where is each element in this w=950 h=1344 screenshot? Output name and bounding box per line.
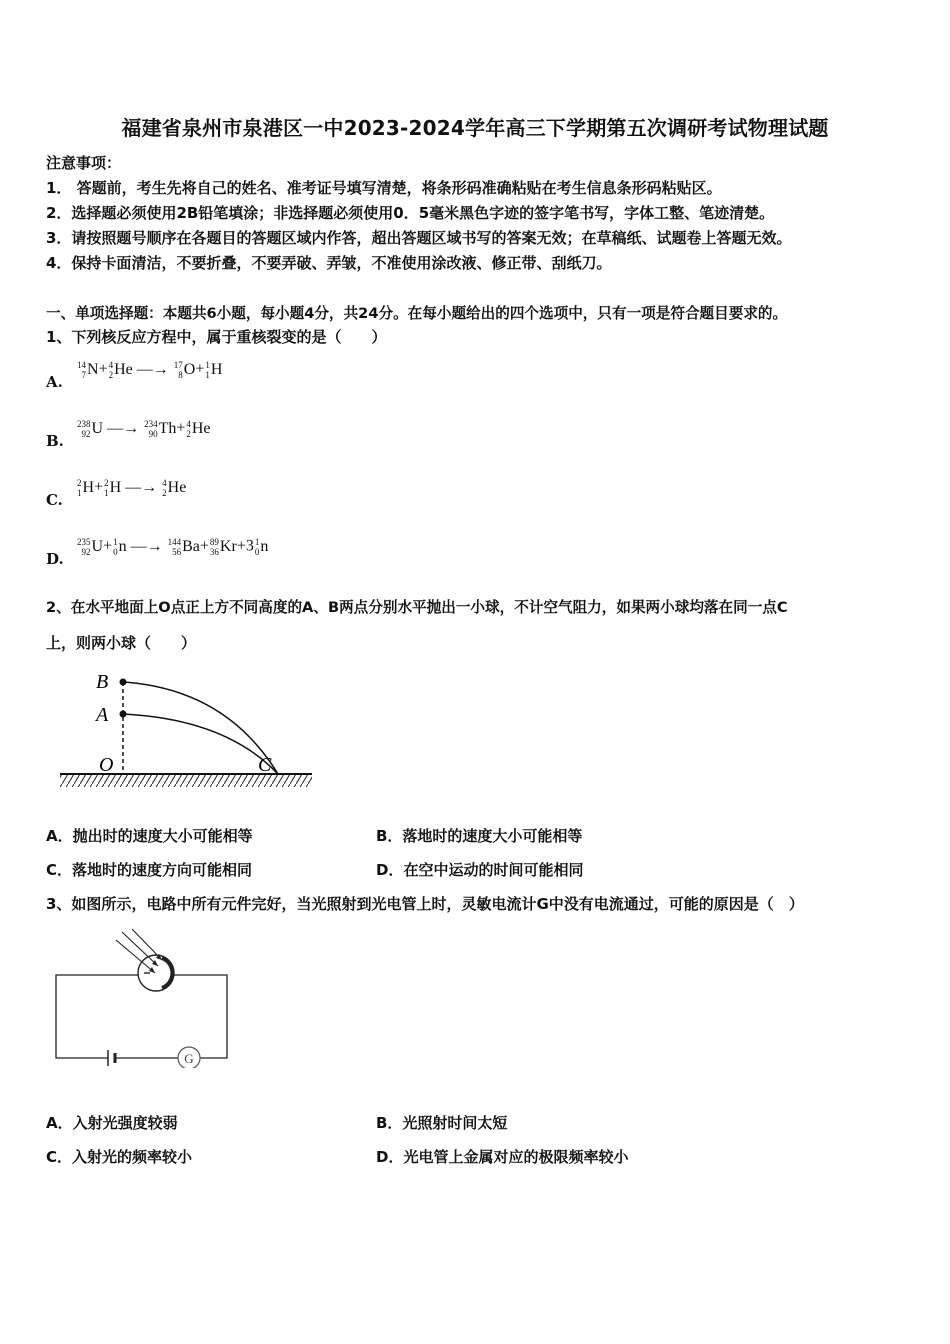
nuclide: 1 0 n <box>254 537 269 557</box>
nuclide: 235 92 U <box>77 537 104 557</box>
nuclide: 238 92 U <box>77 419 104 439</box>
wire-left <box>56 975 138 1058</box>
equation: 235 92 U+ 1 0 n —→ 144 56 Ba+ 89 36 Kr+3 1 0 n <box>77 537 269 557</box>
nuclide: 2 1 H <box>77 478 95 498</box>
q1-stem: 1、下列核反应方程中，属于重核裂变的是（ ） <box>46 328 387 346</box>
wire-right <box>174 975 227 1058</box>
nuclide: 17 8 O <box>173 360 196 380</box>
notice-item-2: 2．选择题必须使用2B铅笔填涂；非选择题必须使用0．5毫米黑色字迹的签字笔书写，字体工整、笔迹清楚。 <box>46 204 775 222</box>
option-label: B. <box>46 432 64 450</box>
trajectory-a <box>123 714 278 774</box>
trajectory-b <box>123 682 278 774</box>
nuclide: 234 90 Th <box>144 419 177 439</box>
q3-option-a: A．入射光强度较弱 <box>46 1114 178 1132</box>
notice-item-3: 3．请按照题号顺序在各题目的答题区域内作答，超出答题区域书写的答案无效；在草稿纸、试题卷上答题无效。 <box>46 229 792 247</box>
nuclide: 4 2 He <box>162 478 187 498</box>
q3-stem: 3、如图所示，电路中所有元件完好，当光照射到光电管上时，灵敏电流计G中没有电流通过，可能的原因是（ ） <box>46 895 804 913</box>
nuclide: 4 2 He <box>186 419 211 439</box>
label-c: C <box>258 754 272 776</box>
projectile-figure <box>56 664 316 792</box>
q2-stem-line2: 上，则两小球（ ） <box>46 634 197 652</box>
option-label: C. <box>46 491 63 509</box>
page-title: 福建省泉州市泉港区一中2023-2024学年高三下学期第五次调研考试物理试题 <box>121 116 829 140</box>
q2-stem-line1: 2、在水平地面上O点正上方不同高度的A、B两点分别水平抛出一小球，不计空气阻力，如果两小球均落在同一点C <box>46 599 788 616</box>
equation: 2 1 H+ 2 1 H —→ 4 2 He <box>77 478 187 498</box>
label-b: B <box>96 671 109 693</box>
circuit-figure <box>52 926 237 1068</box>
section-heading: 一、单项选择题：本题共6小题，每小题4分，共24分。在每小题给出的四个选项中，只有一项是符合题目要求的。 <box>46 305 788 322</box>
point-a <box>120 711 127 718</box>
equation: 14 7 N+ 4 2 He —→ 17 8 O+ 1 1 H <box>77 360 223 380</box>
notice-item-4: 4．保持卡面清洁，不要折叠，不要弄破、弄皱，不准使用涂改液、修正带、刮纸刀。 <box>46 254 612 272</box>
notice-item-1: 1． 答题前，考生先将自己的姓名、准考证号填写清楚，将条形码准确粘贴在考生信息条形码粘贴区。 <box>46 179 722 197</box>
option-label: D. <box>46 550 64 568</box>
q2-option-b: B．落地时的速度大小可能相等 <box>376 827 583 845</box>
option-label: A. <box>46 373 63 391</box>
notice-heading: 注意事项： <box>46 154 122 172</box>
nuclide: 1 0 n <box>113 537 127 557</box>
q2-option-d: D．在空中运动的时间可能相同 <box>376 861 584 879</box>
nuclide: 4 2 He <box>108 360 133 380</box>
nuclide: 1 1 H <box>205 360 223 380</box>
q3-option-d: D．光电管上金属对应的极限频率较小 <box>376 1148 629 1166</box>
label-o: O <box>99 754 114 776</box>
nuclide: 14 7 N <box>77 360 99 380</box>
q2-option-a: A．抛出时的速度大小可能相等 <box>46 827 253 845</box>
point-b <box>120 679 127 686</box>
q3-option-b: B．光照射时间太短 <box>376 1114 508 1132</box>
nuclide: 2 1 H <box>104 478 122 498</box>
nuclide: 144 56 Ba <box>167 537 200 557</box>
nuclide: 89 36 Kr <box>209 537 237 557</box>
label-a: A <box>96 704 109 726</box>
ground-hatch <box>60 775 312 787</box>
equation: 238 92 U —→ 234 90 Th+ 4 2 He <box>77 419 211 439</box>
q2-option-c: C．落地时的速度方向可能相同 <box>46 861 253 879</box>
q3-option-c: C．入射光的频率较小 <box>46 1148 193 1166</box>
galvanometer-label: G <box>184 1051 194 1066</box>
